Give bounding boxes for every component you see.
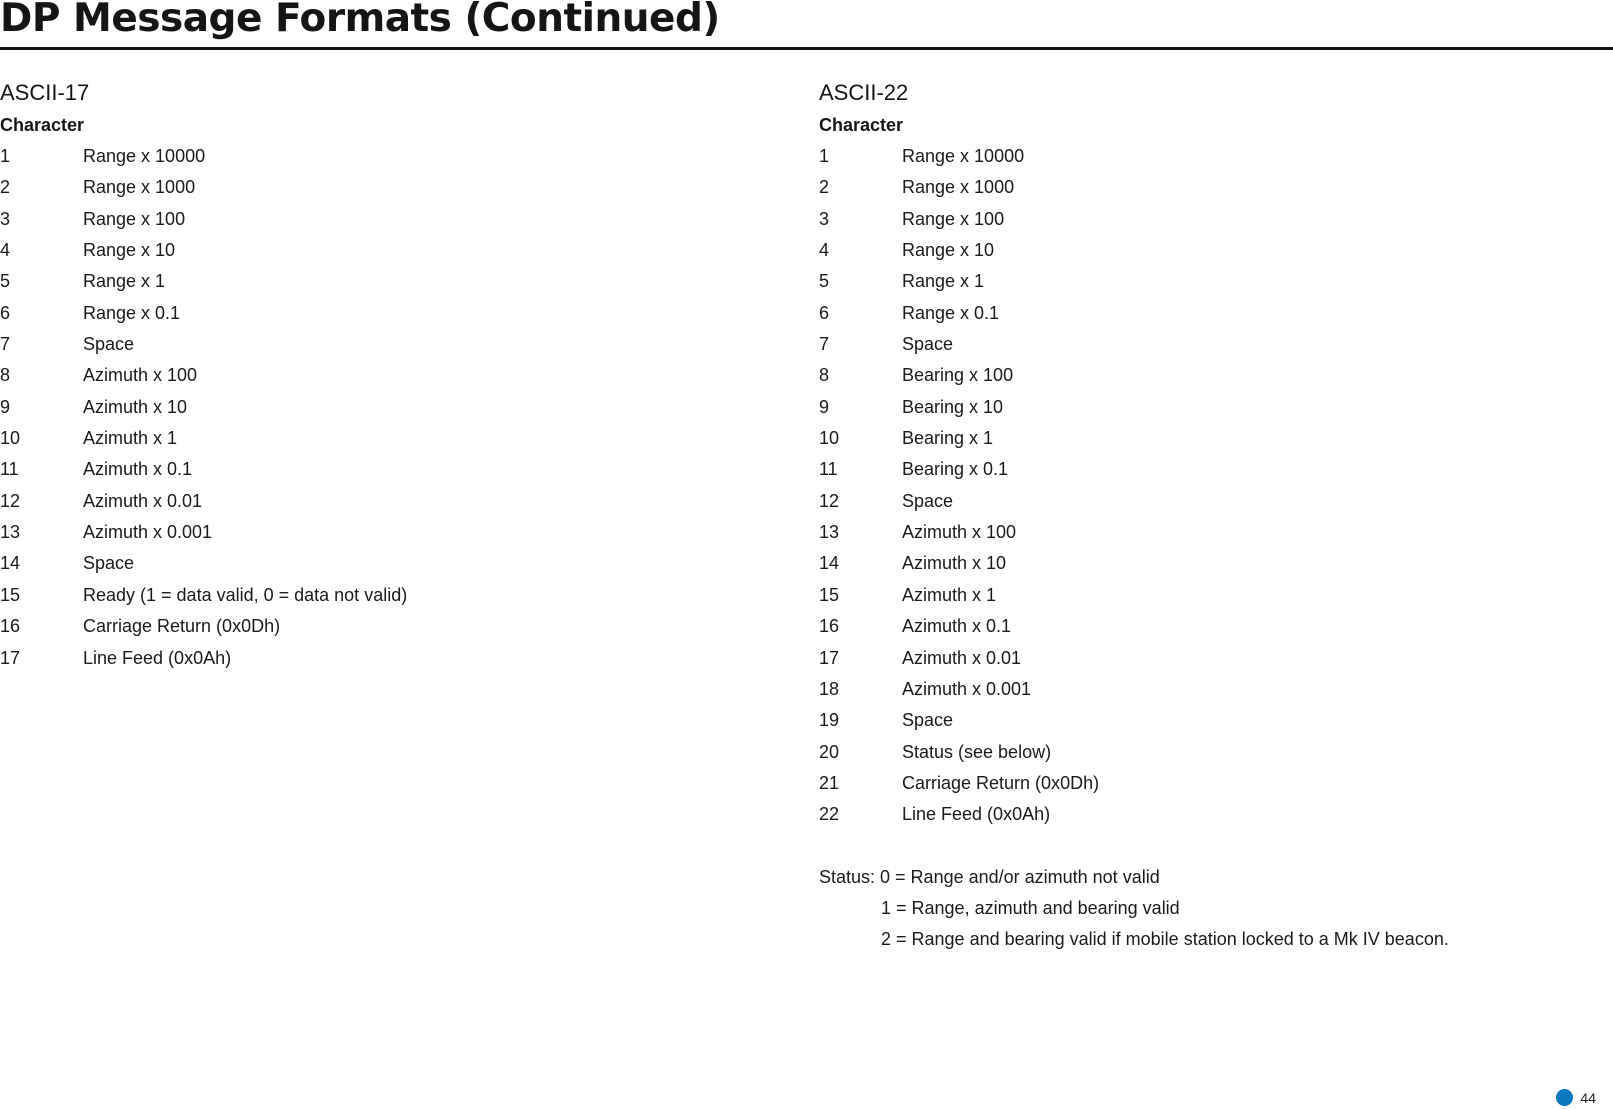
character-number: 17 [0, 647, 21, 668]
character-number: 14 [819, 553, 840, 574]
character-description: Range x 10 [902, 240, 995, 261]
list-item [819, 329, 1449, 360]
ascii22-section [819, 76, 1449, 956]
character-description: Azimuth x 0.001 [83, 522, 213, 543]
character-number: 16 [0, 616, 21, 637]
character-description: Range x 1 [902, 271, 985, 292]
character-number: 11 [819, 459, 838, 480]
character-description: Range x 1 [83, 271, 166, 292]
character-description: Azimuth x 100 [902, 522, 1017, 543]
character-description: Range x 100 [902, 208, 1005, 229]
list-item [819, 235, 1449, 266]
character-description: Bearing x 1 [902, 428, 994, 449]
list-item [0, 172, 407, 203]
character-number: 6 [0, 302, 11, 323]
character-number: 1 [0, 146, 11, 166]
list-item [0, 548, 407, 579]
page-footer [1556, 1089, 1596, 1106]
list-item [819, 266, 1449, 297]
character-number: 11 [0, 459, 19, 480]
page-marker-dot-icon [1556, 1089, 1573, 1106]
character-number: 14 [0, 553, 21, 574]
list-item [0, 517, 407, 548]
title-divider [0, 47, 1613, 50]
list-item [819, 141, 1449, 172]
character-number: 12 [819, 490, 840, 511]
character-description: Bearing x 0.1 [902, 459, 1009, 480]
character-description: Azimuth x 100 [83, 365, 198, 386]
character-description: Azimuth x 0.001 [902, 678, 1032, 699]
list-item [819, 705, 1449, 736]
list-item [819, 737, 1449, 768]
character-number: 8 [819, 365, 830, 386]
character-number: 20 [819, 741, 840, 762]
character-number: 4 [819, 240, 830, 261]
list-item [0, 360, 407, 391]
list-item [819, 423, 1449, 454]
list-item [819, 517, 1449, 548]
character-number: 21 [819, 772, 840, 793]
character-description: Range x 10000 [83, 146, 206, 166]
list-item [819, 172, 1449, 203]
list-item [0, 392, 407, 423]
character-description: Space [83, 334, 135, 355]
list-item [0, 423, 407, 454]
character-description: Azimuth x 0.01 [83, 490, 203, 511]
character-description: Bearing x 100 [902, 365, 1014, 386]
ascii22-character-header: Character [819, 115, 904, 135]
character-number: 3 [819, 208, 830, 229]
character-number: 1 [819, 146, 830, 166]
list-item [819, 486, 1449, 517]
list-item [0, 486, 407, 517]
character-description: Space [83, 553, 135, 574]
character-number: 5 [0, 271, 11, 292]
ascii17-heading: ASCII-17 [0, 80, 90, 105]
list-item [0, 454, 407, 485]
status-text: 2 = Range and bearing valid if mobile station locked to a Mk IV beacon. [881, 929, 1449, 950]
character-description: Azimuth x 10 [83, 396, 188, 417]
character-number: 3 [0, 208, 11, 229]
character-number: 10 [819, 428, 840, 449]
character-description: Carriage Return (0x0Dh) [83, 616, 281, 637]
list-item [819, 360, 1449, 391]
character-number: 5 [819, 271, 830, 292]
character-number: 15 [819, 584, 840, 605]
character-description: Carriage Return (0x0Dh) [902, 772, 1100, 793]
list-item [819, 204, 1449, 235]
ascii22-character-list [819, 141, 1449, 831]
list-item [0, 611, 407, 642]
list-item [0, 298, 407, 329]
list-item [819, 298, 1449, 329]
list-item [0, 643, 407, 674]
page-number: 44 [1580, 1089, 1596, 1106]
status-line [819, 893, 1449, 924]
character-description: Space [902, 490, 954, 511]
ascii17-character-list [0, 141, 407, 674]
status-text: 1 = Range, azimuth and bearing valid [881, 897, 1180, 918]
character-description: Range x 0.1 [83, 302, 181, 323]
character-number: 9 [819, 396, 830, 417]
status-line [819, 924, 1449, 955]
character-description: Range x 0.1 [902, 302, 1000, 323]
character-description: Space [902, 710, 954, 731]
status-label: Status: [819, 866, 876, 887]
list-item [819, 643, 1449, 674]
character-number: 18 [819, 678, 840, 699]
character-description: Range x 10000 [902, 146, 1025, 166]
character-description: Range x 1000 [83, 177, 196, 198]
character-description: Azimuth x 10 [902, 553, 1007, 574]
character-description: Bearing x 10 [902, 396, 1004, 417]
character-description: Range x 100 [83, 208, 186, 229]
ascii22-heading: ASCII-22 [819, 80, 909, 105]
character-description: Range x 10 [83, 240, 176, 261]
character-number: 9 [0, 396, 11, 417]
character-description: Azimuth x 0.1 [83, 459, 193, 480]
character-number: 8 [0, 365, 11, 386]
character-description: Ready (1 = data valid, 0 = data not valid) [83, 584, 408, 605]
character-number: 15 [0, 584, 21, 605]
status-line [819, 862, 1449, 893]
character-number: 7 [819, 334, 830, 355]
character-description: Line Feed (0x0Ah) [83, 647, 232, 668]
character-number: 12 [0, 490, 21, 511]
list-item [819, 454, 1449, 485]
list-item [819, 548, 1449, 579]
list-item [0, 204, 407, 235]
character-description: Azimuth x 0.01 [902, 647, 1022, 668]
list-item [0, 329, 407, 360]
list-item [0, 266, 407, 297]
list-item [819, 768, 1449, 799]
character-description: Azimuth x 1 [83, 428, 178, 449]
list-item [0, 580, 407, 611]
character-number: 13 [0, 522, 21, 543]
character-description: Azimuth x 1 [902, 584, 997, 605]
character-number: 2 [0, 177, 11, 198]
character-number: 13 [819, 522, 840, 543]
character-number: 19 [819, 710, 840, 731]
list-item [819, 799, 1449, 830]
character-number: 16 [819, 616, 840, 637]
status-notes [819, 862, 1449, 956]
character-description: Status (see below) [902, 741, 1052, 762]
list-item [819, 611, 1449, 642]
character-number: 7 [0, 334, 11, 355]
list-item [0, 235, 407, 266]
character-description: Azimuth x 0.1 [902, 616, 1012, 637]
character-number: 17 [819, 647, 840, 668]
list-item [819, 392, 1449, 423]
status-text: 0 = Range and/or azimuth not valid [880, 866, 1160, 887]
list-item [819, 580, 1449, 611]
character-description: Space [902, 334, 954, 355]
character-number: 10 [0, 428, 21, 449]
list-item [819, 674, 1449, 705]
page-title: DP Message Formats (Continued) [0, 0, 720, 41]
character-number: 4 [0, 240, 11, 261]
character-number: 22 [819, 804, 840, 825]
character-number: 6 [819, 302, 830, 323]
ascii17-character-header: Character [0, 115, 85, 135]
character-description: Line Feed (0x0Ah) [902, 804, 1051, 825]
ascii17-section [0, 76, 407, 674]
list-item [0, 141, 407, 172]
character-number: 2 [819, 177, 830, 198]
character-description: Range x 1000 [902, 177, 1015, 198]
